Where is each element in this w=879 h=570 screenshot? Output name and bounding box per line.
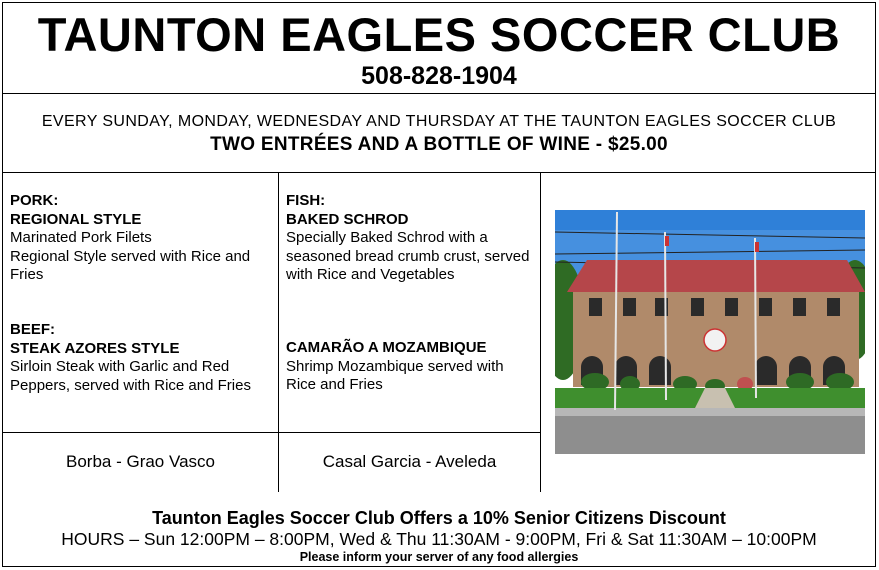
dish-pork — [10, 192, 274, 285]
header — [3, 3, 875, 94]
dish-description: Marinated Pork Filets — [10, 229, 152, 246]
dish-category: FISH: — [286, 192, 326, 209]
wine-left: Borba - Grao Vasco — [66, 452, 215, 471]
promo-days: EVERY SUNDAY, MONDAY, WEDNESDAY AND THURSDAY AT THE TAUNTON EAGLES SOCCER CLUB — [41, 113, 837, 130]
opening-hours: HOURS – Sun 12:00PM – 8:00PM, Wed & Thu 11:30AM - 9:00PM, Fri & Sat 11:30AM – 10:00PM — [61, 529, 817, 549]
menu-flyer — [2, 2, 876, 567]
footer — [3, 492, 875, 566]
dishes-left — [3, 172, 278, 433]
dish-name: REGIONAL STYLE — [10, 210, 142, 228]
menu-column-middle — [279, 172, 541, 492]
club-title: TAUNTON EAGLES SOCCER CLUB — [37, 8, 841, 61]
menu-column-left — [3, 172, 279, 492]
dish-category: PORK: — [10, 192, 59, 209]
promo-banner — [3, 93, 875, 173]
dish-beef — [10, 321, 274, 395]
allergy-notice: Please inform your server of any food allergies — [299, 550, 579, 564]
dish-category: BEEF: — [10, 321, 55, 338]
clubhouse-photo — [555, 210, 865, 454]
promo-offer: TWO ENTRÉES AND A BOTTLE OF WINE - $25.00 — [210, 134, 668, 155]
wine-right: Casal Garcia - Aveleda — [322, 452, 497, 471]
clubhouse-image — [555, 210, 865, 454]
dish-description: Regional Style served with Rice and Fries — [10, 247, 251, 283]
phone-number: 508-828-1904 — [361, 62, 517, 90]
senior-discount: Taunton Eagles Soccer Club Offers a 10% Senior Citizens Discount — [152, 508, 726, 528]
dish-name: BAKED SCHROD — [286, 210, 409, 228]
dish-shrimp — [286, 339, 536, 395]
dish-name: CAMARÃO A MOZAMBIQUE — [286, 339, 487, 356]
dish-name: STEAK AZORES STYLE — [10, 339, 180, 357]
dish-description: Sirloin Steak with Garlic and Red Peppers, served with Rice and Fries — [10, 358, 251, 394]
dish-description: Shrimp Mozambique served with Rice and Fries — [286, 357, 504, 393]
dish-fish — [286, 192, 536, 285]
dish-description: Specially Baked Schrod with a seasoned bread crumb crust, served with Rice and Vegetables — [286, 229, 530, 283]
photo-column — [541, 172, 875, 492]
dishes-middle — [279, 172, 540, 433]
